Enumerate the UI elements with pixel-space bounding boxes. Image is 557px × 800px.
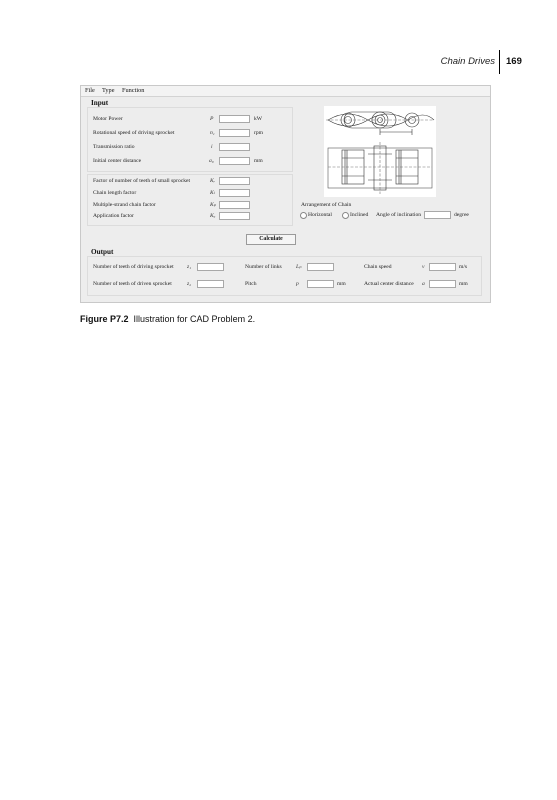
pitch-label: Pitch [245, 281, 257, 287]
center-distance-symbol: a₀ [209, 158, 214, 164]
driving-teeth-symbol: z₁ [187, 264, 192, 270]
factor-teeth-label: Factor of number of teeth of small sprocket [93, 178, 191, 184]
number-of-links-label: Number of links [245, 264, 282, 270]
rotational-speed-unit: rpm [254, 130, 264, 136]
chain-speed-label: Chain speed [364, 264, 392, 270]
motor-power-input[interactable] [219, 115, 250, 123]
figure-caption-text: Illustration for CAD Problem 2. [133, 314, 256, 324]
actual-center-distance-unit: mm [459, 281, 468, 287]
factor-teeth-input[interactable] [219, 177, 250, 185]
transmission-ratio-label: Transmission ratio [93, 144, 135, 150]
figure-number: Figure P7.2 [80, 314, 129, 324]
input-heading: Input [91, 99, 109, 107]
number-of-links-output[interactable] [307, 263, 334, 271]
menu-function[interactable]: Function [122, 87, 145, 94]
horizontal-label: Horizontal [308, 212, 332, 218]
angle-unit: degree [454, 212, 469, 218]
angle-input[interactable] [424, 211, 451, 219]
pitch-symbol: p [296, 281, 299, 287]
output-heading: Output [91, 248, 114, 256]
output-group [87, 256, 482, 296]
actual-center-distance-output[interactable] [429, 280, 456, 288]
rotational-speed-symbol: n₁ [210, 130, 215, 136]
driving-teeth-output[interactable] [197, 263, 224, 271]
pitch-unit: mm [337, 281, 346, 287]
rotational-speed-label: Rotational speed of driving sprocket [93, 130, 175, 136]
motor-power-symbol: P [210, 116, 214, 122]
header-divider [499, 50, 500, 74]
calculate-button[interactable]: Calculate [246, 234, 296, 245]
menu-type[interactable]: Type [102, 87, 115, 94]
rotational-speed-input[interactable] [219, 129, 250, 137]
running-header-title: Chain Drives [440, 56, 495, 67]
application-factor-input[interactable] [219, 212, 250, 220]
inclined-radio[interactable] [342, 212, 349, 219]
driven-teeth-symbol: z₂ [187, 281, 192, 287]
roller-chain-drawing [324, 106, 436, 197]
actual-center-distance-symbol: a [422, 281, 425, 287]
chain-length-factor-symbol: Kₗ [210, 190, 215, 196]
motor-power-label: Motor Power [93, 116, 123, 122]
application-factor-symbol: Kₐ [210, 213, 216, 219]
angle-label: Angle of inclination [376, 212, 422, 218]
multi-strand-factor-label: Multiple-strand chain factor [93, 202, 156, 208]
multi-strand-factor-input[interactable] [219, 201, 250, 209]
driven-teeth-label: Number of teeth of driven sprocket [93, 281, 172, 287]
transmission-ratio-symbol: i [211, 144, 213, 150]
chain-length-factor-label: Chain length factor [93, 190, 137, 196]
chain-speed-symbol: v [422, 264, 425, 270]
menubar [81, 86, 490, 97]
cad-app-window [80, 85, 491, 303]
factor-teeth-symbol: Kᵣ [210, 178, 216, 184]
center-distance-label: Initial center distance [93, 158, 142, 164]
application-factor-label: Application factor [93, 213, 134, 219]
actual-center-distance-label: Actual center distance [364, 281, 414, 287]
center-distance-unit: mm [254, 158, 263, 164]
number-of-links-symbol: Lₚ [296, 264, 302, 270]
chain-speed-output[interactable] [429, 263, 456, 271]
pitch-output[interactable] [307, 280, 334, 288]
arrangement-title: Arrangement of Chain [301, 202, 352, 208]
center-distance-input[interactable] [219, 157, 250, 165]
chain-length-factor-input[interactable] [219, 189, 250, 197]
figure-caption [80, 314, 255, 324]
page-number: 169 [506, 56, 522, 67]
chain-illustration [324, 106, 436, 197]
driven-teeth-output[interactable] [197, 280, 224, 288]
multi-strand-factor-symbol: Kₚ [210, 202, 217, 208]
transmission-ratio-input[interactable] [219, 143, 250, 151]
horizontal-radio[interactable] [300, 212, 307, 219]
driving-teeth-label: Number of teeth of driving sprocket [93, 264, 174, 270]
inclined-label: Inclined [350, 212, 369, 218]
chain-speed-unit: m/s [459, 264, 468, 270]
motor-power-unit: kW [254, 116, 263, 122]
menu-file[interactable]: File [85, 87, 95, 94]
